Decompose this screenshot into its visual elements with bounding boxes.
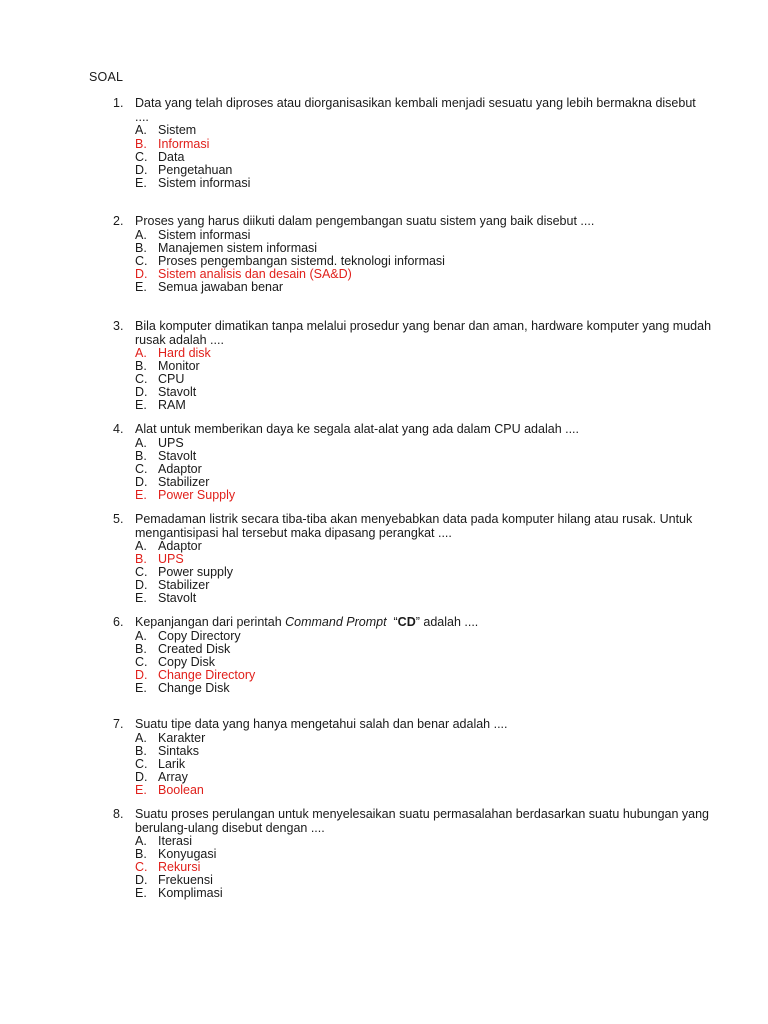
option-a: A. Copy Directory <box>135 628 241 643</box>
option-list <box>113 437 713 502</box>
option-b: B. Informasi <box>135 137 210 151</box>
option-e: E. RAM <box>135 398 186 412</box>
option-c: C. CPU <box>135 372 185 386</box>
option-d: D. Array <box>135 769 188 784</box>
question-text: Pemadaman listrik secara tiba-tiba akan menyebabkan data pada komputer hilang atau rusak. Untuk mengantisipasi hal tersebut maka dipasang perangkat .... <box>135 512 693 540</box>
question-text: Suatu tipe data yang hanya mengetahui salah dan benar adalah .... <box>135 717 508 731</box>
option-c: C. Power supply <box>135 565 234 579</box>
option-b: B. Created Disk <box>135 641 231 656</box>
question-number: 6. <box>113 615 124 629</box>
option-e: E. Semua jawaban benar <box>135 279 284 294</box>
question-number: 3. <box>113 319 124 333</box>
option-a: A. Sistem informasi <box>135 227 251 242</box>
option-c: C. Proses pengembangan sistemd. teknologi informasi <box>135 253 445 268</box>
option-list <box>113 540 713 605</box>
question-6 <box>113 616 713 695</box>
option-b: B. Sintaks <box>135 743 199 758</box>
option-d: D. Pengetahuan <box>135 163 233 177</box>
option-list <box>113 347 713 412</box>
option-c: C. Data <box>135 150 185 164</box>
option-a: A. Karakter <box>135 730 206 745</box>
option-e: E. Sistem informasi <box>135 176 251 190</box>
option-list <box>113 124 713 190</box>
option-a: A. UPS <box>135 435 184 450</box>
option-b: B. Konyugasi <box>135 847 217 861</box>
option-e: E. Komplimasi <box>135 886 223 900</box>
option-d: D. Frekuensi <box>135 873 213 887</box>
question-3 <box>113 320 713 412</box>
option-a: A. Iterasi <box>135 834 193 848</box>
option-d: D. Sistem analisis dan desain (SA&D) <box>135 266 352 281</box>
option-a: A. Hard disk <box>135 346 211 360</box>
option-list <box>113 630 713 695</box>
option-b: B. Monitor <box>135 359 200 373</box>
option-c: C. Rekursi <box>135 860 201 874</box>
option-b: B. UPS <box>135 552 184 566</box>
option-d: D. Stavolt <box>135 385 197 399</box>
question-8 <box>113 808 713 900</box>
question-2 <box>113 215 713 294</box>
option-list <box>113 732 713 797</box>
question-4 <box>113 423 713 502</box>
question-number: 2. <box>113 214 124 228</box>
option-b: B. Manajemen sistem informasi <box>135 240 318 255</box>
question-text: Alat untuk memberikan daya ke segala alat-alat yang ada dalam CPU adalah .... <box>135 422 580 436</box>
question-number: 1. <box>113 96 124 110</box>
option-e: E. Stavolt <box>135 591 197 605</box>
question-text: Proses yang harus diikuti dalam pengembangan suatu sistem yang baik disebut .... <box>135 214 595 228</box>
option-list <box>113 229 713 294</box>
option-d: D. Stabilizer <box>135 474 210 489</box>
question-text: Suatu proses perulangan untuk menyelesaikan suatu permasalahan berdasarkan suatu hubungan yang berulang-ulang disebut dengan .... <box>135 807 710 835</box>
option-d: D. Stabilizer <box>135 578 210 592</box>
option-b: B. Stavolt <box>135 448 197 463</box>
page-title: SOAL <box>89 70 124 84</box>
option-e: E. Boolean <box>135 782 204 797</box>
question-number: 4. <box>113 422 124 436</box>
option-c: C. Adaptor <box>135 461 202 476</box>
question-number: 8. <box>113 807 124 821</box>
option-e: E. Change Disk <box>135 680 230 695</box>
question-text: Bila komputer dimatikan tanpa melalui prosedur yang benar dan aman, hardware komputer yang mudah rusak adalah .... <box>135 319 712 347</box>
question-number: 7. <box>113 717 124 731</box>
option-c: C. Copy Disk <box>135 654 215 669</box>
question-number: 5. <box>113 512 124 526</box>
question-5 <box>113 513 713 605</box>
option-a: A. Sistem <box>135 123 197 137</box>
bold-term: CD <box>397 615 416 629</box>
question-7 <box>113 718 713 797</box>
option-list <box>113 835 713 900</box>
question-1 <box>113 97 713 190</box>
question-text: Data yang telah diproses atau diorganisasikan kembali menjadi sesuatu yang lebih bermakna disebut .... <box>135 96 696 124</box>
question-text: Kepanjangan dari perintah Command Prompt “CD” adalah .... <box>135 615 479 629</box>
option-d: D. Change Directory <box>135 667 256 682</box>
option-e: E. Power Supply <box>135 487 236 502</box>
option-c: C. Larik <box>135 756 186 771</box>
italic-term: Command Prompt <box>285 615 387 629</box>
option-a: A. Adaptor <box>135 539 202 553</box>
